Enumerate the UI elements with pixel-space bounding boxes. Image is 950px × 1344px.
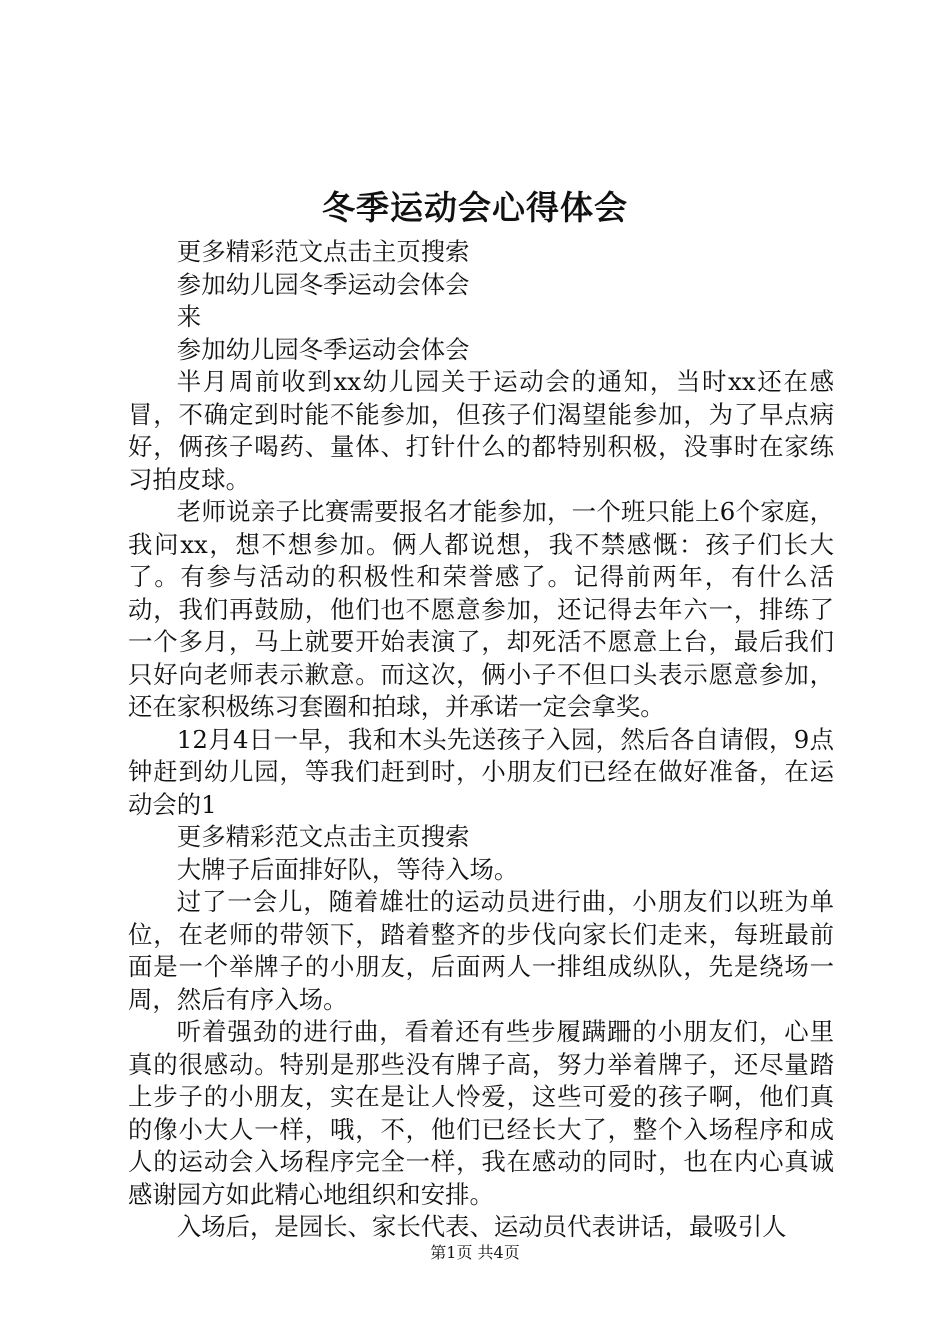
paragraph: 入场后，是园长、家长代表、运动员代表讲话，最吸引人 bbox=[176, 1212, 787, 1241]
paragraph: 老师说亲子比赛需要报名才能参加，一个班只能上6个家庭，我问xx，想不想参加。俩人都说想，我不禁感慨：孩子们长大了。有参与活动的积极性和荣誉感了。记得前两年，有什么活动，我们再鼓励，他们也不愿意参加，还记得去年六一，排练了一个多月，马上就要开始表演了，却死活不愿意上台，最后我们只好向老师表示歉意。而这次，俩小子不但口头表示愿意参加，还在家积极练习套圈和拍球，并承诺一定会拿奖。 bbox=[128, 497, 834, 721]
document-body bbox=[128, 236, 834, 1244]
paragraph: 更多精彩范文点击主页搜索 bbox=[176, 822, 470, 851]
page-footer: 第1页 共4页 bbox=[430, 1243, 520, 1262]
paragraph: 大牌子后面排好队，等待入场。 bbox=[176, 854, 519, 884]
paragraph: 更多精彩范文点击主页搜索 bbox=[176, 237, 470, 266]
document-title: 冬季运动会心得体会 bbox=[322, 188, 628, 227]
paragraph: 参加幼儿园冬季运动会体会 bbox=[176, 334, 470, 364]
paragraph: 来 bbox=[176, 302, 202, 331]
paragraph: 参加幼儿园冬季运动会体会 bbox=[176, 269, 470, 299]
paragraph: 12月4日一早，我和木头先送孩子入园，然后各自请假，9点钟赶到幼儿园，等我们赶到时，小朋友们已经在做好准备，在运动会的1 bbox=[128, 724, 834, 819]
paragraph: 过了一会儿，随着雄壮的运动员进行曲，小朋友们以班为单位，在老师的带领下，踏着整齐的步伐向家长们走来，每班最前面是一个举牌子的小朋友，后面两人一排组成纵队，先是绕场一周，然后有序入场。 bbox=[128, 887, 834, 1014]
paragraph: 半月周前收到xx幼儿园关于运动会的通知，当时xx还在感冒，不确定到时能不能参加，但孩子们渴望能参加，为了早点病好，俩孩子喝药、量体、打针什么的都特别积极，没事时在家练习拍皮球。 bbox=[128, 367, 834, 494]
paragraph: 听着强劲的进行曲，看着还有些步履蹒跚的小朋友们，心里真的很感动。特别是那些没有牌子高，努力举着牌子，还尽量踏上步子的小朋友，实在是让人怜爱，这些可爱的孩子啊，他们真的像小大人一样，哦，不，他们已经长大了，整个入场程序和成人的运动会入场程序完全一样，我在感动的同时，也在内心真诚感谢园方如此精心地组织和安排。 bbox=[128, 1017, 834, 1209]
